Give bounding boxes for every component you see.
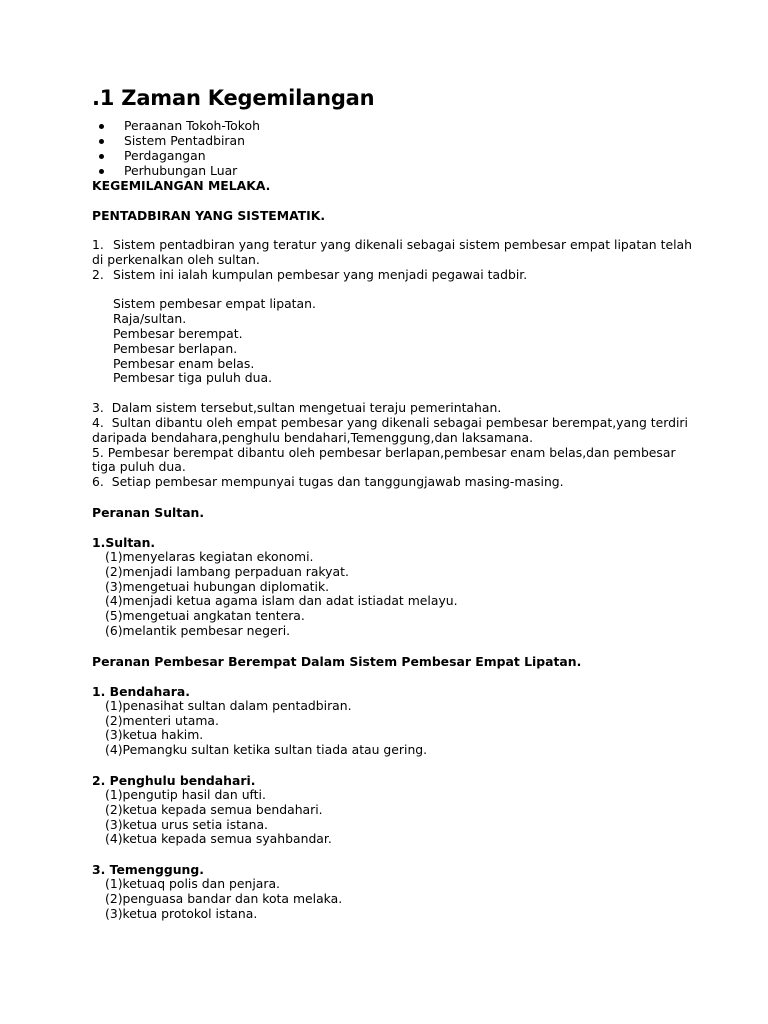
list-item: (5)mengetuai angkatan tentera. xyxy=(105,608,305,624)
list-item: (2)ketua kepada semua bendahari. xyxy=(105,801,323,817)
numbered-point-continuation: di perkenalkan oleh sultan. xyxy=(92,251,260,267)
numbered-point: 4. Sultan dibantu oleh empat pembesar yang dikenali sebagai pembesar berempat,yang terdiri xyxy=(92,414,688,430)
list-item: (2)menteri utama. xyxy=(105,712,219,728)
section-heading-pentadbiran: PENTADBIRAN YANG SISTEMATIK. xyxy=(92,208,326,223)
list-item: (3)ketua hakim. xyxy=(105,727,204,743)
numbered-point: 6. Setiap pembesar mempunyai tugas dan tanggungjawab masing-masing. xyxy=(92,474,564,490)
list-item: (3)ketua urus setia istana. xyxy=(105,816,268,832)
list-item: (2)menjadi lambang perpaduan rakyat. xyxy=(105,563,349,579)
numbered-point: 1. Sistem pentadbiran yang teratur yang dikenali sebagai sistem pembesar empat lipatan telah xyxy=(92,237,692,252)
list-item: (3)mengetuai hubungan diplomatik. xyxy=(105,578,330,594)
numbered-point: 2. Sistem ini ialah kumpulan pembesar yang menjadi pegawai tadbir. xyxy=(92,266,528,282)
list-item: (3)ketua protokol istana. xyxy=(105,905,258,921)
list-item: (4)Pemangku sultan ketika sultan tiada atau gering. xyxy=(105,742,428,758)
bullet-item: Sistem Pentadbiran xyxy=(92,133,692,148)
bullet-dot-icon xyxy=(99,139,104,144)
subheading-sultan: 1.Sultan. xyxy=(92,534,156,550)
section-heading-peranan-pembesar: Peranan Pembesar Berempat Dalam Sistem Pembesar Empat Lipatan. xyxy=(92,653,582,669)
bendahara-role-list xyxy=(92,699,692,758)
page-title: .1 Zaman Kegemilangan xyxy=(92,86,375,110)
sistem-pembesar-list xyxy=(92,297,692,386)
list-item: (4)ketua kepada semua syahbandar. xyxy=(105,831,332,847)
subheading-temenggung: 3. Temenggung. xyxy=(92,862,204,878)
numbered-point: 5. Pembesar berempat dibantu oleh pembesar berlapan,pembesar enam belas,dan pembesar xyxy=(92,444,676,460)
penghulu-role-list xyxy=(92,788,692,847)
list-item: Pembesar enam belas. xyxy=(113,355,255,371)
list-item: Pembesar berlapan. xyxy=(113,340,238,356)
numbered-point: 3. Dalam sistem tersebut,sultan mengetuai teraju pemerintahan. xyxy=(92,400,502,416)
list-item: Sistem pembesar empat lipatan. xyxy=(113,296,316,312)
list-item: (2)penguasa bandar dan kota melaka. xyxy=(105,890,343,906)
subheading-penghulu-bendahari: 2. Penghulu bendahari. xyxy=(92,772,256,788)
bullet-dot-icon xyxy=(99,124,104,129)
list-item: (6)melantik pembesar negeri. xyxy=(105,622,291,638)
sultan-role-list xyxy=(92,550,692,639)
bullet-dot-icon xyxy=(99,154,104,159)
bullet-dot-icon xyxy=(99,169,104,174)
list-item: (1)pengutip hasil dan ufti. xyxy=(105,786,266,802)
list-item: Pembesar berempat. xyxy=(113,325,243,341)
list-item: (1)menyelaras kegiatan ekonomi. xyxy=(105,548,314,564)
numbered-point-continuation: daripada bendahara,penghulu bendahari,Temenggung,dan laksamana. xyxy=(92,429,534,445)
numbered-point-continuation: tiga puluh dua. xyxy=(92,459,186,475)
list-item: Pembesar tiga puluh dua. xyxy=(113,370,273,386)
document-page xyxy=(92,84,692,922)
section-heading-peranan-sultan: Peranan Sultan. xyxy=(92,504,205,520)
list-item: (1)ketuaq polis dan penjara. xyxy=(105,876,280,892)
subheading-bendahara: 1. Bendahara. xyxy=(92,683,190,699)
list-item: Raja/sultan. xyxy=(113,311,187,327)
section-heading-melaka: KEGEMILANGAN MELAKA. xyxy=(92,178,271,193)
list-item: (4)menjadi ketua agama islam dan adat istiadat melayu. xyxy=(105,593,458,609)
bullet-item: Perdagangan xyxy=(92,148,692,163)
temenggung-role-list xyxy=(92,877,692,921)
bullet-item: Peraanan Tokoh-Tokoh xyxy=(92,118,692,133)
topic-bullet-list xyxy=(92,118,692,178)
list-item: (1)penasihat sultan dalam pentadbiran. xyxy=(105,697,352,713)
bullet-item: Perhubungan Luar xyxy=(92,163,692,178)
